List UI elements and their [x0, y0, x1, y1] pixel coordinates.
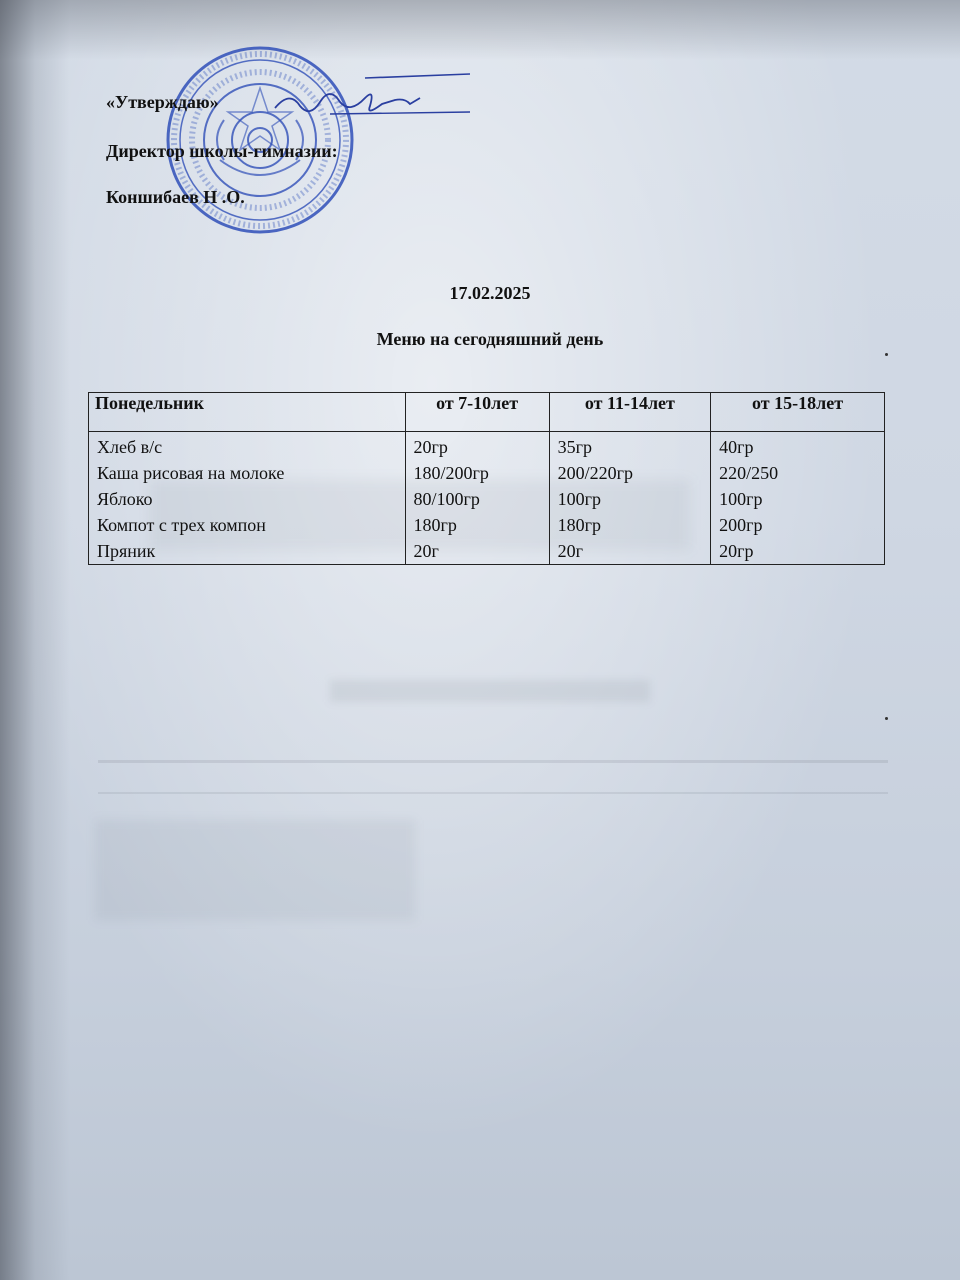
- portion-value: 20гр: [413, 437, 448, 457]
- portion-value: 20гр: [719, 541, 754, 561]
- portion-value: 100гр: [557, 489, 602, 509]
- table-row: [89, 432, 885, 565]
- document-title: Меню на сегодняшний день: [376, 329, 604, 349]
- portion-value: 180гр: [413, 515, 457, 535]
- dish-name: Каша рисовая на молоке: [97, 463, 285, 483]
- table-header-row: [89, 393, 885, 432]
- scan-speck: [885, 353, 888, 356]
- portion-column-15-18: [711, 432, 885, 565]
- portion-value: 20г: [557, 541, 584, 561]
- portion-column-7-10: [405, 432, 549, 565]
- portion-value: 20г: [413, 541, 439, 561]
- dish-name: Пряник: [97, 541, 156, 561]
- header-age-15-18: от 15-18лет: [711, 393, 885, 432]
- portion-value: 35гр: [557, 437, 593, 457]
- dish-name: Компот с трех компон: [97, 515, 266, 535]
- header-age-7-10: от 7-10лет: [405, 393, 549, 432]
- document-date: 17.02.2025: [449, 283, 531, 303]
- portion-column-11-14: [549, 432, 710, 565]
- portion-value: 200/220гр: [557, 463, 634, 483]
- header-day: Понедельник: [89, 393, 406, 432]
- portion-value: 180гр: [557, 515, 602, 535]
- director-label: Директор школы-гимназии:: [106, 141, 338, 161]
- header-age-11-14: от 11-14лет: [549, 393, 710, 432]
- menu-table: [88, 392, 885, 565]
- portion-value: 100гр: [719, 489, 763, 509]
- scan-speck: [885, 717, 888, 720]
- portion-value: 180/200гр: [413, 463, 489, 483]
- handwritten-signature-icon: [270, 68, 480, 128]
- portion-value: 200гр: [719, 515, 763, 535]
- portion-value: 80/100гр: [413, 489, 480, 509]
- dish-column: [89, 432, 406, 565]
- portion-value: 220/250: [719, 463, 779, 483]
- dish-name: Хлеб в/с: [97, 437, 163, 457]
- director-name: Коншибаев Н .О.: [106, 187, 245, 207]
- portion-value: 40гр: [719, 437, 754, 457]
- approve-label: «Утверждаю»: [106, 92, 219, 112]
- dish-name: Яблоко: [97, 489, 153, 509]
